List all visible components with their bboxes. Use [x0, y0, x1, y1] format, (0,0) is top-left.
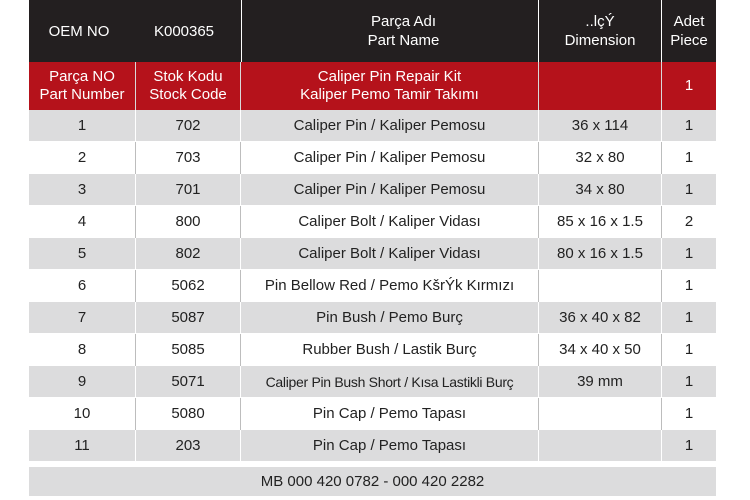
part-number-header-en: Part Number — [39, 86, 125, 103]
row-quantity: 1 — [684, 149, 694, 166]
piece-header-tr: Adet — [673, 13, 705, 30]
row-dimension: 85 x 16 x 1.5 — [557, 213, 643, 230]
table-row — [29, 398, 716, 430]
table-row — [29, 430, 716, 462]
oem-references: MB 000 420 0782 - 000 420 2282 — [260, 473, 485, 490]
row-quantity: 1 — [684, 341, 694, 358]
row-dimension: 39 mm — [577, 373, 623, 390]
row-quantity: 2 — [684, 213, 694, 230]
table-row — [29, 206, 716, 238]
row-dimension: 34 x 80 — [575, 181, 625, 198]
table-row — [29, 142, 716, 174]
row-part-name: Pin Bellow Red / Pemo KšrÝk Kırmızı — [264, 277, 515, 294]
row-stock-code: 703 — [175, 149, 201, 166]
table-header — [29, 0, 716, 62]
kit-name — [241, 62, 538, 110]
row-part-number: 4 — [77, 213, 87, 230]
row-dimension — [539, 270, 661, 301]
part-name-header — [241, 0, 566, 62]
row-stock-code: 5071 — [171, 373, 205, 390]
stock-code-header-en: Stock Code — [149, 86, 227, 103]
row-dimension: 36 x 40 x 82 — [559, 309, 641, 326]
row-dimension: 36 x 114 — [571, 117, 629, 134]
table-row — [29, 334, 716, 366]
row-stock-code: 203 — [175, 437, 201, 454]
row-part-name: Caliper Pin / Kaliper Pemosu — [293, 181, 486, 198]
row-dimension: 32 x 80 — [575, 149, 625, 166]
row-quantity: 1 — [684, 405, 694, 422]
row-part-number: 7 — [77, 309, 87, 326]
row-dimension: 80 x 16 x 1.5 — [557, 245, 643, 262]
row-part-number: 3 — [77, 181, 87, 198]
row-stock-code: 5087 — [171, 309, 205, 326]
piece-header-en: Piece — [670, 32, 708, 49]
oem-value: K000365 — [153, 22, 215, 40]
row-part-name: Rubber Bush / Lastik Burç — [302, 341, 477, 358]
oem-references-footer — [29, 467, 716, 496]
row-quantity: 1 — [684, 309, 694, 326]
part-name-header-en: Part Name — [367, 32, 440, 49]
row-part-name: Caliper Bolt / Kaliper Vidası — [298, 213, 481, 230]
row-stock-code: 800 — [175, 213, 201, 230]
oem-label: OEM NO — [48, 22, 110, 40]
dimension-header — [539, 0, 661, 62]
row-part-number: 11 — [74, 437, 90, 454]
row-part-number: 5 — [77, 245, 87, 262]
parts-table — [29, 0, 716, 500]
row-part-name: Caliper Bolt / Kaliper Vidası — [298, 245, 481, 262]
row-quantity: 1 — [684, 181, 694, 198]
piece-header — [662, 0, 716, 62]
dimension-header-en: Dimension — [564, 32, 636, 49]
row-part-number: 8 — [77, 341, 87, 358]
row-dimension — [539, 430, 661, 461]
stock-code-header-tr: Stok Kodu — [153, 68, 223, 85]
part-number-header — [29, 62, 135, 110]
table-row — [29, 302, 716, 334]
table-row — [29, 366, 716, 398]
part-name-header-tr: Parça Adı — [370, 13, 437, 30]
row-quantity: 1 — [684, 373, 694, 390]
row-stock-code: 802 — [175, 245, 201, 262]
row-part-name: Pin Cap / Pemo Tapası — [312, 405, 467, 422]
stock-code-header — [136, 62, 240, 110]
row-stock-code: 5062 — [171, 277, 205, 294]
row-stock-code: 702 — [175, 117, 201, 134]
row-part-name: Pin Bush / Pemo Burç — [316, 309, 463, 326]
kit-piece: 1 — [684, 77, 694, 94]
row-dimension: 34 x 40 x 50 — [559, 341, 641, 358]
row-part-name: Caliper Pin Bush Short / Kısa Lastikli Burç — [265, 373, 514, 390]
row-part-number: 1 — [77, 117, 87, 134]
kit-name-en: Caliper Pin Repair Kit — [317, 68, 462, 85]
table-row — [29, 174, 716, 206]
row-part-number: 10 — [73, 405, 91, 422]
row-part-name: Pin Cap / Pemo Tapası — [312, 437, 467, 454]
dimension-header-tr: ..lçÝ — [585, 13, 615, 30]
row-dimension — [539, 398, 661, 429]
row-quantity: 1 — [684, 437, 694, 454]
kit-name-tr: Kaliper Pemo Tamir Takımı — [300, 86, 479, 103]
kit-row — [29, 62, 716, 110]
part-number-header-tr: Parça NO — [49, 68, 115, 85]
row-stock-code: 5080 — [171, 405, 205, 422]
row-part-name: Caliper Pin / Kaliper Pemosu — [293, 117, 486, 134]
row-stock-code: 5085 — [171, 341, 205, 358]
row-quantity: 1 — [684, 117, 694, 134]
row-quantity: 1 — [684, 277, 694, 294]
table-row — [29, 238, 716, 270]
row-part-number: 2 — [77, 149, 87, 166]
row-quantity: 1 — [684, 245, 694, 262]
row-part-name: Caliper Pin / Kaliper Pemosu — [293, 149, 486, 166]
table-row — [29, 270, 716, 302]
row-part-number: 6 — [77, 277, 87, 294]
table-row — [29, 110, 716, 142]
row-part-number: 9 — [77, 373, 87, 390]
row-stock-code: 701 — [175, 181, 201, 198]
